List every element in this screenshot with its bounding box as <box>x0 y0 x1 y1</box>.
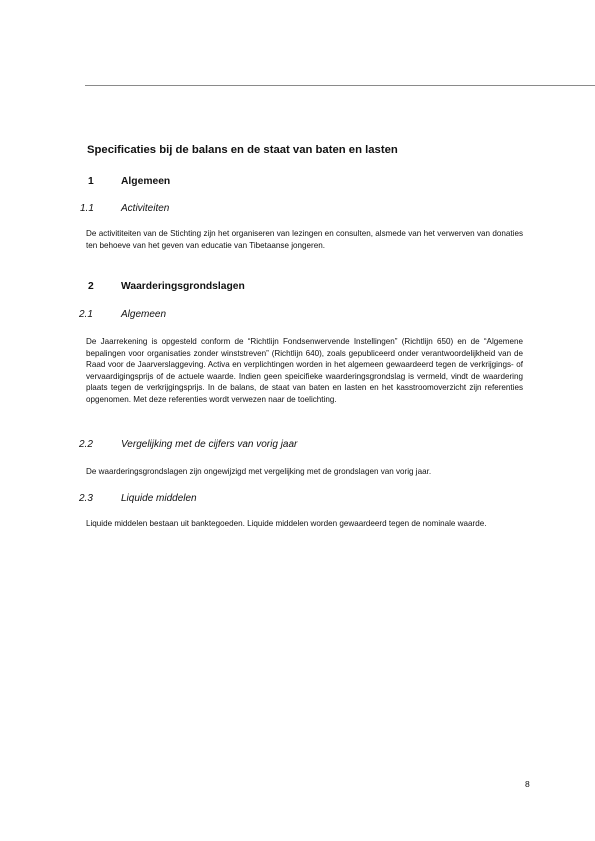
section-2-3-paragraph: Liquide middelen bestaan uit banktegoeden. Liquide middelen worden gewaardeerd tegen de nominale waarde. <box>86 519 487 528</box>
section-2-number: 2 <box>88 281 94 292</box>
section-1-1-number: 1.1 <box>80 203 94 214</box>
page-number: 8 <box>525 779 530 789</box>
section-1-1-paragraph: De activititeiten van de Stichting zijn het organiseren van lezingen en consulten, alsmede van het verwerven van donaties ten behoeve van het geven van educatie van Tibetaanse jongeren. <box>86 229 523 250</box>
section-2-3-number: 2.3 <box>79 493 93 504</box>
section-2-1-paragraph: De Jaarrekening is opgesteld conform de “Richtlijn Fondsenwervende Instellingen” (Richtlijn 650) en de “Algemene bepalingen voor organisaties zonder winststreven” (Richtlijn 640), zoals gepubliceerd onder verantwoordelijkheid van de Raad voor de Jaarverslaggeving. Activa en verplichtingen worden in het algemeen gewaardeerd tegen de verkrijgings- of vervaardigingsprijs of de actuele waarde. Indien geen speicifieke waarderingsgrondslag is vermeld, vindt de waardering plaats tegen de verkrijgingsprijs. In de balans, de staat van baten en lasten en het kasstroomoverzicht zijn referenties opgenomen. Met deze referenties wordt verwezen naar de toelichting. <box>86 337 523 404</box>
section-2-2-title: Vergelijking met de cijfers van vorig jaar <box>121 439 298 450</box>
section-1-title: Algemeen <box>121 176 171 187</box>
section-2-1-title: Algemeen <box>121 309 167 320</box>
section-2-1-number: 2.1 <box>79 309 93 320</box>
section-2-title: Waarderingsgrondslagen <box>121 281 245 292</box>
section-1-1-title: Activiteiten <box>121 203 170 214</box>
section-2-2-number: 2.2 <box>79 439 93 450</box>
section-2-2-paragraph: De waarderingsgrondslagen zijn ongewijzigd met vergelijking met de grondslagen van vorig jaar. <box>86 467 432 476</box>
section-1-number: 1 <box>88 176 94 187</box>
section-2-3-title: Liquide middelen <box>121 493 197 504</box>
header-rule <box>85 85 595 86</box>
page-title: Specificaties bij de balans en de staat van baten en lasten <box>87 144 398 156</box>
